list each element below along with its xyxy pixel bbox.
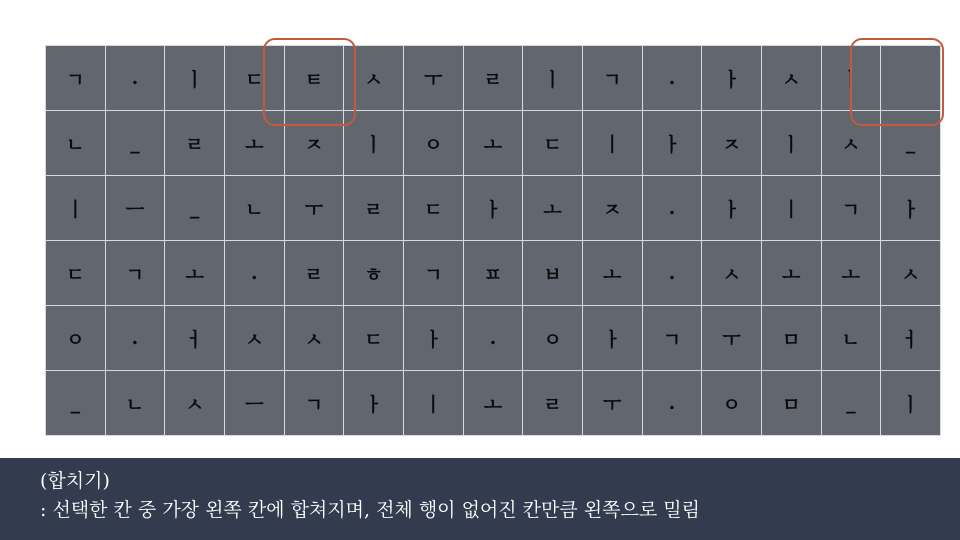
grid-cell[interactable]: ㄱ bbox=[46, 46, 106, 111]
grid-cell[interactable]: ㅅ bbox=[284, 306, 344, 371]
grid-cell[interactable]: | bbox=[46, 176, 106, 241]
grid-cell[interactable]: ㅇ bbox=[46, 306, 106, 371]
grid-cell[interactable]: ㅇ bbox=[403, 111, 463, 176]
grid-cell[interactable]: _ bbox=[165, 176, 225, 241]
grid-cell[interactable]: ㅂ bbox=[523, 241, 583, 306]
grid-cell[interactable]: ㄹ bbox=[284, 241, 344, 306]
grid-cell[interactable]: ㅜ bbox=[403, 46, 463, 111]
grid-cell[interactable]: ㅅ bbox=[344, 46, 404, 111]
grid-cell[interactable]: ㅏ bbox=[403, 306, 463, 371]
grid-cell[interactable]: ㄱ bbox=[105, 241, 165, 306]
grid-cell[interactable]: ㄱ bbox=[642, 306, 702, 371]
grid-cell[interactable]: ㅜ bbox=[582, 371, 642, 436]
grid-cell[interactable]: ㅣ bbox=[761, 111, 821, 176]
grid-cell[interactable]: ㅈ bbox=[284, 111, 344, 176]
grid-cell[interactable]: ㅣ bbox=[523, 46, 583, 111]
grid-cell[interactable]: _ bbox=[821, 371, 881, 436]
highlight-box-empty-cell bbox=[850, 38, 944, 126]
highlight-box-selected-cell bbox=[263, 38, 356, 126]
grid-cell[interactable]: ㄷ bbox=[224, 46, 284, 111]
grid-cell[interactable]: ㅣ bbox=[344, 111, 404, 176]
grid-cell[interactable]: ㅗ bbox=[821, 241, 881, 306]
grid-cell[interactable]: ㅈ bbox=[582, 176, 642, 241]
grid-cell[interactable]: ㅗ bbox=[582, 241, 642, 306]
grid-row bbox=[46, 371, 941, 436]
grid-cell[interactable]: ㅏ bbox=[702, 176, 762, 241]
grid-cell[interactable]: ㅓ bbox=[881, 306, 941, 371]
grid-cell[interactable]: ㅡ bbox=[224, 371, 284, 436]
grid-cell[interactable]: ㄴ bbox=[821, 306, 881, 371]
grid-cell[interactable]: ㄱ bbox=[284, 371, 344, 436]
grid-cell[interactable]: ㄱ bbox=[403, 241, 463, 306]
grid-cell[interactable]: ㄷ bbox=[403, 176, 463, 241]
grid-cell[interactable]: ㅗ bbox=[165, 241, 225, 306]
grid-cell[interactable]: ㅗ bbox=[224, 111, 284, 176]
grid-cell[interactable]: ㅍ bbox=[463, 241, 523, 306]
caption-title: (합치기) bbox=[40, 470, 110, 492]
grid-cell[interactable]: ㅣ bbox=[821, 46, 881, 111]
grid-row bbox=[46, 111, 941, 176]
grid-row bbox=[46, 176, 941, 241]
grid-cell[interactable]: . bbox=[105, 46, 165, 111]
grid-cell[interactable]: ㅓ bbox=[165, 306, 225, 371]
grid-cell[interactable]: | bbox=[761, 176, 821, 241]
grid-cell[interactable]: ㅏ bbox=[702, 46, 762, 111]
grid-cell[interactable]: | bbox=[403, 371, 463, 436]
grid-cell[interactable]: ㅏ bbox=[344, 371, 404, 436]
grid-cell[interactable]: _ bbox=[46, 371, 106, 436]
grid-body bbox=[46, 46, 941, 436]
grid-cell[interactable]: ㄷ bbox=[344, 306, 404, 371]
grid-cell[interactable]: ㄴ bbox=[46, 111, 106, 176]
grid-cell[interactable]: . bbox=[642, 176, 702, 241]
grid-cell[interactable]: ㄹ bbox=[165, 111, 225, 176]
grid-cell[interactable]: ㅜ bbox=[702, 306, 762, 371]
grid-cell[interactable]: ㅣ bbox=[165, 46, 225, 111]
grid-cell[interactable]: ㅏ bbox=[582, 306, 642, 371]
grid-cell[interactable]: ㄷ bbox=[46, 241, 106, 306]
grid-cell[interactable]: . bbox=[224, 241, 284, 306]
grid-cell[interactable]: ㄱ bbox=[582, 46, 642, 111]
grid-cell[interactable]: ㄴ bbox=[105, 371, 165, 436]
grid-cell[interactable]: | bbox=[582, 111, 642, 176]
grid-cell[interactable]: ㅇ bbox=[702, 371, 762, 436]
grid-cell[interactable]: ㅗ bbox=[463, 111, 523, 176]
grid-cell[interactable]: ㅡ bbox=[105, 176, 165, 241]
grid-cell[interactable]: ㅈ bbox=[702, 111, 762, 176]
grid-cell[interactable]: ㅣ bbox=[881, 371, 941, 436]
grid-cell[interactable]: . bbox=[463, 306, 523, 371]
grid-row bbox=[46, 306, 941, 371]
grid-cell[interactable]: ㄴ bbox=[224, 176, 284, 241]
grid-cell[interactable]: ㅌ bbox=[284, 46, 344, 111]
grid-row bbox=[46, 46, 941, 111]
grid-cell[interactable]: ㄹ bbox=[523, 371, 583, 436]
grid-cell[interactable]: . bbox=[642, 241, 702, 306]
grid-cell[interactable]: ㅅ bbox=[761, 46, 821, 111]
grid-cell[interactable]: ㅁ bbox=[761, 306, 821, 371]
caption-panel bbox=[0, 458, 960, 540]
grid-cell[interactable]: ㅜ bbox=[284, 176, 344, 241]
grid-cell[interactable]: ㅅ bbox=[702, 241, 762, 306]
grid-cell[interactable]: ㅅ bbox=[224, 306, 284, 371]
grid-cell[interactable]: ㅎ bbox=[344, 241, 404, 306]
grid-row bbox=[46, 241, 941, 306]
caption-description: : 선택한 칸 중 가장 왼쪽 칸에 합쳐지며, 전체 행이 없어진 칸만큼 왼쪽으로 밀림 bbox=[40, 499, 700, 521]
grid-cell[interactable]: ㄹ bbox=[344, 176, 404, 241]
grid-cell[interactable]: ㅏ bbox=[463, 176, 523, 241]
grid-cell[interactable]: ㅏ bbox=[642, 111, 702, 176]
grid-cell[interactable]: ㅅ bbox=[881, 241, 941, 306]
grid-cell[interactable]: ㄹ bbox=[463, 46, 523, 111]
grid-cell[interactable]: ㅇ bbox=[523, 306, 583, 371]
grid-cell[interactable]: ㅗ bbox=[761, 241, 821, 306]
grid-cell[interactable]: ㅗ bbox=[463, 371, 523, 436]
grid-cell[interactable]: ㅁ bbox=[761, 371, 821, 436]
grid-cell[interactable]: ㅅ bbox=[165, 371, 225, 436]
grid-cell[interactable]: ㄷ bbox=[523, 111, 583, 176]
grid-cell[interactable]: ㄱ bbox=[821, 176, 881, 241]
grid-cell[interactable]: _ bbox=[105, 111, 165, 176]
jamo-grid bbox=[45, 45, 941, 436]
grid-cell[interactable]: _ bbox=[881, 111, 941, 176]
grid-cell[interactable]: ㅏ bbox=[881, 176, 941, 241]
grid-cell[interactable]: . bbox=[642, 371, 702, 436]
grid-cell[interactable]: ㅅ bbox=[821, 111, 881, 176]
grid-cell[interactable]: . bbox=[642, 46, 702, 111]
grid-cell[interactable]: . bbox=[105, 306, 165, 371]
grid-cell[interactable]: ㅗ bbox=[523, 176, 583, 241]
